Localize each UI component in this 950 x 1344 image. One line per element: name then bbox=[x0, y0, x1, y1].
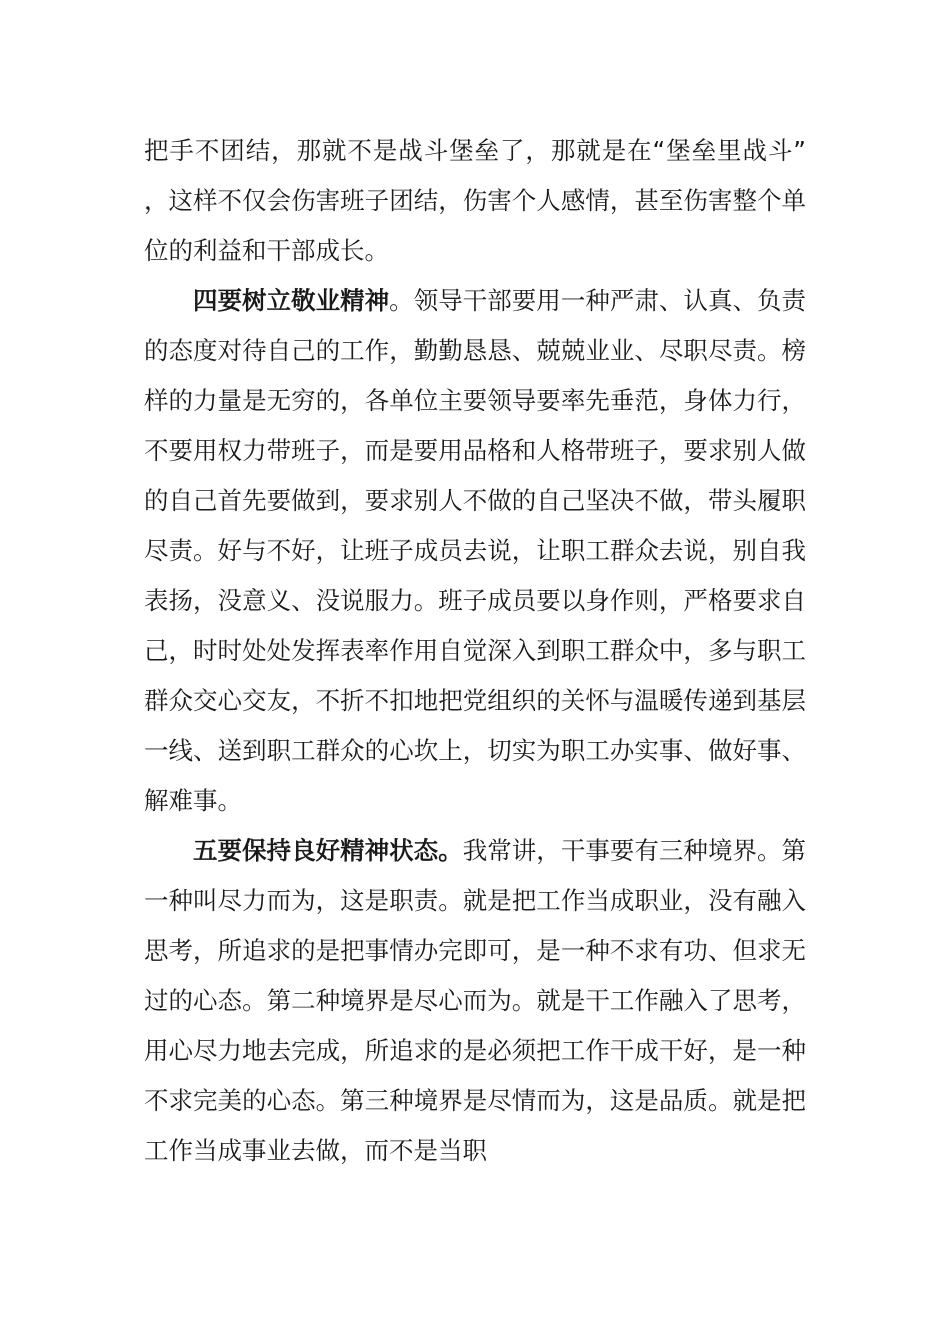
paragraph-3-heading: 五要保持良好精神状态。 bbox=[193, 836, 463, 865]
paragraph-1-text: 把手不团结，那就不是战斗堡垒了，那就是在“堡垒里战斗”，这样不仅会伤害班子团结，伤害个人感情，甚至伤害整个单位的利益和干部成长。 bbox=[144, 136, 806, 265]
paragraph-mental-state bbox=[144, 826, 806, 1176]
paragraph-2-heading: 四要树立敬业精神 bbox=[193, 286, 390, 315]
paragraph-dedication bbox=[144, 276, 806, 826]
document-body bbox=[144, 126, 806, 1176]
paragraph-2-text: 。领导干部要用一种严肃、认真、负责的态度对待自己的工作，勤勤恳恳、兢兢业业、尽职尽责。榜样的力量是无穷的，各单位主要领导要率先垂范，身体力行，不要用权力带班子，而是要用品格和人格带班子，要求别人做的自己首先要做到，要求别人不做的自己坚决不做，带头履职尽责。好与不好，让班子成员去说，让职工群众去说，别自我表扬，没意义、没说服力。班子成员要以身作则，严格要求自己，时时处处发挥表率作用自觉深入到职工群众中，多与职工群众交心交友，不折不扣地把党组织的关怀与温暖传递到基层一线、送到职工群众的心坎上，切实为职工办实事、做好事、解难事。 bbox=[144, 286, 807, 815]
paragraph-continuation bbox=[144, 126, 806, 276]
paragraph-3-text: 我常讲，干事要有三种境界。第一种叫尽力而为，这是职责。就是把工作当成职业，没有融入思考，所追求的是把事情办完即可，是一种不求有功、但求无过的心态。第二种境界是尽心而为。就是干工作融入了思考，用心尽力地去完成，所追求的是必须把工作干成干好，是一种不求完美的心态。第三种境界是尽情而为，这是品质。就是把工作当成事业去做，而不是当职 bbox=[144, 836, 807, 1165]
